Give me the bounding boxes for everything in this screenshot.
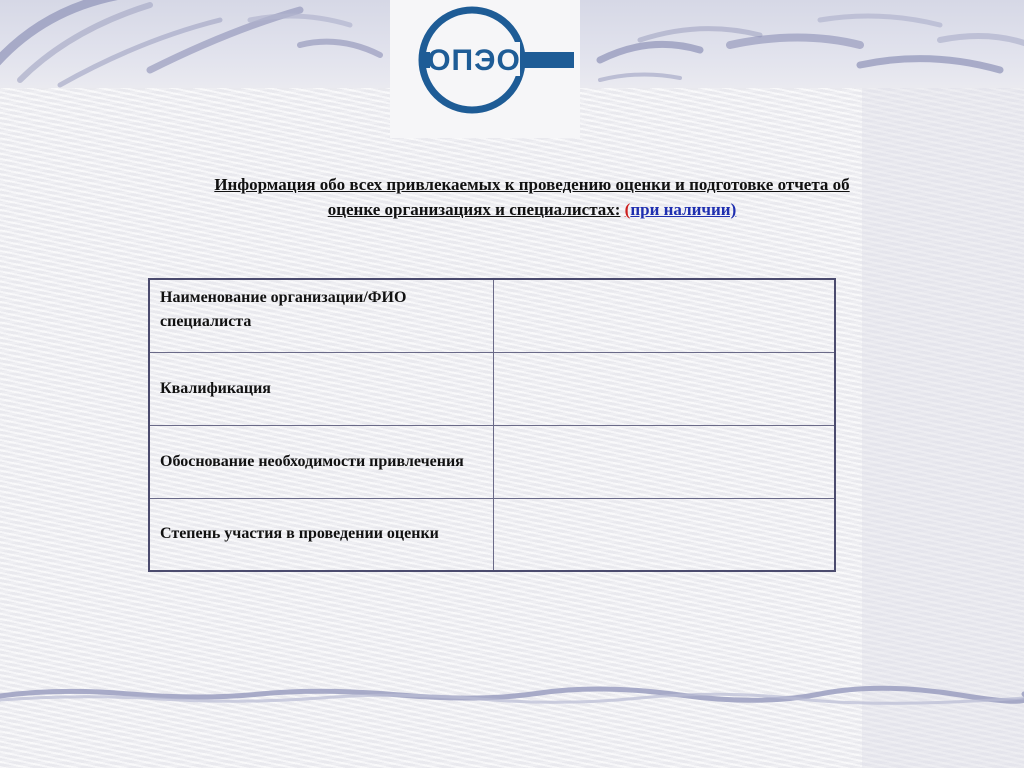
row-label-qualification: Квалификация — [149, 352, 493, 425]
logo-text: ОПЭО — [427, 44, 521, 77]
table-row — [149, 279, 835, 352]
table-row — [149, 352, 835, 425]
row-label-organization: Наименование организации/ФИО специалиста — [149, 279, 493, 352]
logo-panel — [390, 0, 580, 138]
row-label-justification: Обоснование необходимости привлечения — [149, 425, 493, 498]
heading-line-2: оценке организациях и специалистах: — [327, 200, 621, 219]
heading-note-open: ( — [624, 200, 631, 219]
table-row — [149, 425, 835, 498]
bottom-decorative-wave — [0, 682, 1024, 712]
specialists-info-table — [148, 278, 836, 572]
heading-note: при наличии) — [630, 200, 737, 219]
row-value-participation[interactable] — [493, 498, 835, 571]
page-heading — [150, 172, 914, 222]
row-label-participation: Степень участия в проведении оценки — [149, 498, 493, 571]
heading-line-1: Информация обо всех привлекаемых к проведению оценки и подготовке отчета об — [214, 175, 850, 194]
row-value-qualification[interactable] — [493, 352, 835, 425]
row-value-organization[interactable] — [493, 279, 835, 352]
row-value-justification[interactable] — [493, 425, 835, 498]
opeo-logo-icon — [390, 0, 580, 138]
table-row — [149, 498, 835, 571]
bottom-wave-icon — [0, 682, 1024, 712]
right-margin-strip — [862, 0, 1024, 768]
